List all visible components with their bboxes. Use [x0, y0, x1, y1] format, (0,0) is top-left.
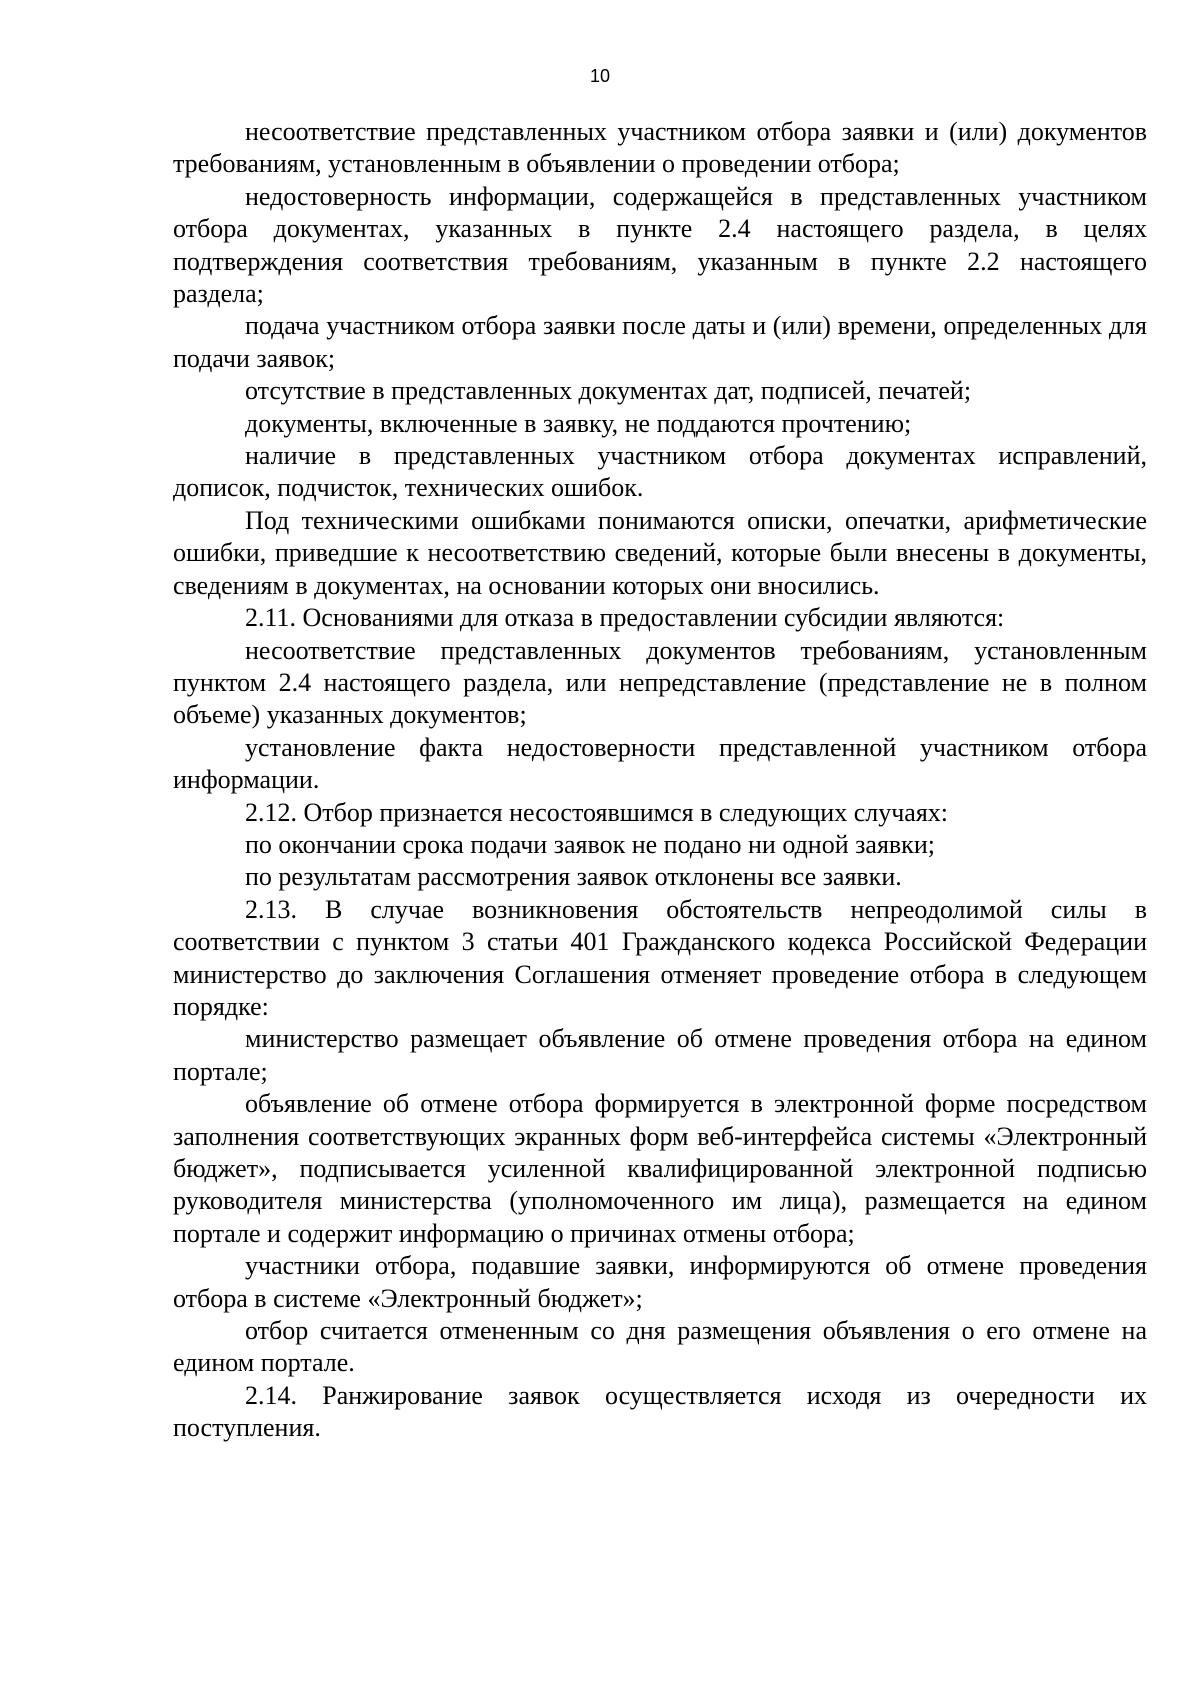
paragraph-15: министерство размещает объявление об отмене проведения отбора на едином портале; [173, 1024, 1147, 1086]
paragraph-12: по окончании срока подачи заявок не подано ни одной заявки; [245, 829, 935, 859]
paragraph-8: 2.11. Основаниями для отказа в предоставлении субсидии являются: [245, 603, 1005, 633]
paragraph-2: недостоверность информации, содержащейся в представленных участником отбора документах, указанных в пункте 2.4 настоящего раздела, в целях подтверждения соответствия требованиям, указанным в пункте 2.2 настоящего раздела; [173, 181, 1147, 309]
paragraph-19: 2.14. Ранжирование заявок осуществляется исходя из очередности их поступления. [173, 1380, 1147, 1443]
paragraph-3: подача участником отбора заявки после даты и (или) времени, определенных для подачи заявок; [173, 311, 1147, 373]
paragraph-11: 2.12. Отбор признается несостоявшимся в следующих случаях: [245, 797, 949, 827]
paragraph-1: несоответствие представленных участником отбора заявки и (или) документов требованиям, установленным в объявлении о проведении отбора; [173, 117, 1147, 179]
paragraph-13: по результатам рассмотрения заявок отклонены все заявки. [245, 862, 902, 892]
paragraph-10: установление факта недостоверности представленной участником отбора информации. [173, 732, 1147, 795]
paragraph-7: Под техническими ошибками понимаются описки, опечатки, арифметические ошибки, приведшие к несоответствию сведений, которые были внесены в документы, сведениям в документах, на основании которых они вносились. [173, 505, 1147, 600]
paragraph-6: наличие в представленных участником отбора документах исправлений, дописок, подчисток, технических ошибок. [173, 441, 1147, 503]
paragraph-5: документы, включенные в заявку, не поддаются прочтению; [245, 408, 912, 438]
paragraph-9: несоответствие представленных документов требованиям, установленным пунктом 2.4 настоящего раздела, или непредставление (представление не в полном объеме) указанных документов; [173, 635, 1147, 730]
paragraph-14: 2.13. В случае возникновения обстоятельств непреодолимой силы в соответствии с пунктом 3 статьи 401 Гражданского кодекса Российской Федерации министерство до заключения Соглашения отменяет проведение отбора в следующем порядке: [173, 894, 1147, 1021]
paragraph-16: объявление об отмене отбора формируется в электронной форме посредством заполнения соответствующих экранных форм веб-интерфейса системы «Электронный бюджет», подписывается усиленной квалифицированной электронной подписью руководителя министерства (уполномоченного им лица), размещается на едином портале и содержит информацию о причинах отмены отбора; [173, 1089, 1147, 1248]
page-number: 10 [589, 66, 611, 86]
document-body [173, 116, 1147, 1445]
paragraph-17: участники отбора, подавшие заявки, информируются об отмене проведения отбора в системе «Электронный бюджет»; [173, 1251, 1147, 1313]
paragraph-4: отсутствие в представленных документах дат, подписей, печатей; [245, 376, 972, 406]
paragraph-18: отбор считается отмененным со дня размещения объявления о его отмене на едином портале. [173, 1316, 1147, 1378]
